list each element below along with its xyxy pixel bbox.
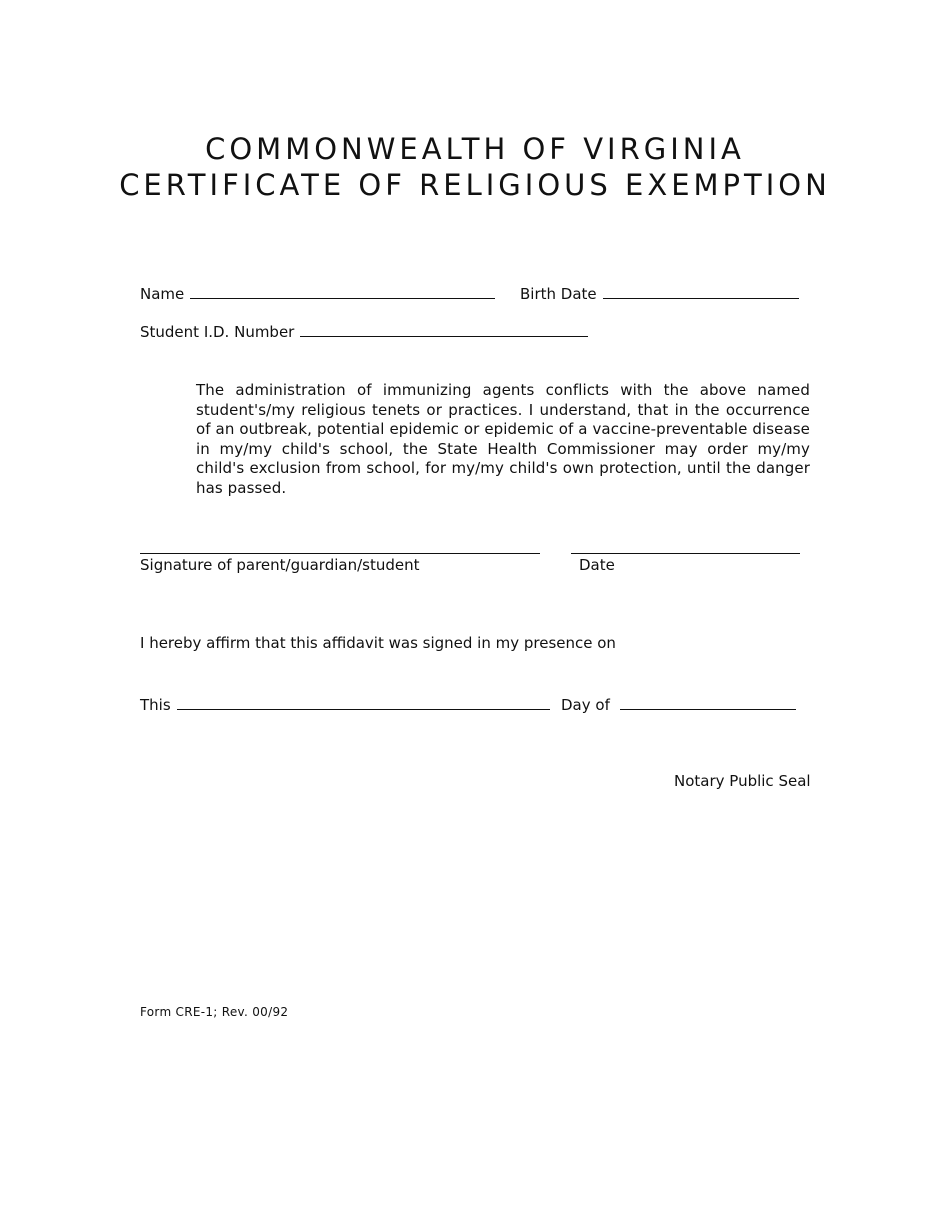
- notary-seal-label: Notary Public Seal: [674, 772, 811, 790]
- signature-date-label: Date: [579, 556, 615, 574]
- title-certificate: CERTIFICATE OF RELIGIOUS EXEMPTION: [119, 168, 831, 202]
- signature-label: Signature of parent/guardian/student: [140, 556, 420, 574]
- birth-date-field-row: [520, 284, 799, 302]
- title-commonwealth: COMMONWEALTH OF VIRGINIA: [205, 132, 745, 166]
- student-id-label: Student I.D. Number: [140, 323, 295, 341]
- name-field-row: [140, 284, 495, 302]
- student-id-field-row: [140, 322, 588, 340]
- signature-blank-line[interactable]: [140, 553, 540, 554]
- affidavit-statement: I hereby affirm that this affidavit was signed in my presence on: [140, 634, 616, 652]
- this-label: This: [140, 696, 171, 714]
- day-of-blank-line[interactable]: [620, 695, 796, 710]
- birth-date-blank-line[interactable]: [603, 284, 799, 299]
- name-label: Name: [140, 285, 185, 303]
- student-id-blank-line[interactable]: [300, 322, 588, 337]
- day-of-field-row: [561, 695, 796, 713]
- day-of-label: Day of: [561, 696, 610, 714]
- form-id: Form CRE-1; Rev. 00/92: [140, 1005, 289, 1019]
- this-blank-line[interactable]: [177, 695, 550, 710]
- this-field-row: [140, 695, 550, 713]
- birth-date-label: Birth Date: [520, 285, 597, 303]
- signature-date-blank-line[interactable]: [571, 553, 800, 554]
- name-blank-line[interactable]: [190, 284, 495, 299]
- exemption-statement: The administration of immunizing agents conflicts with the above named student's/my religious tenets or practices. I understand, that in the occurrence of an outbreak, potential epidemic or epidemic of a vaccine-preventable disease in my/my child's school, the State Health Commissioner may order my/my child's exclusion from school, for my/my child's own protection, until the danger has passed.: [196, 381, 810, 497]
